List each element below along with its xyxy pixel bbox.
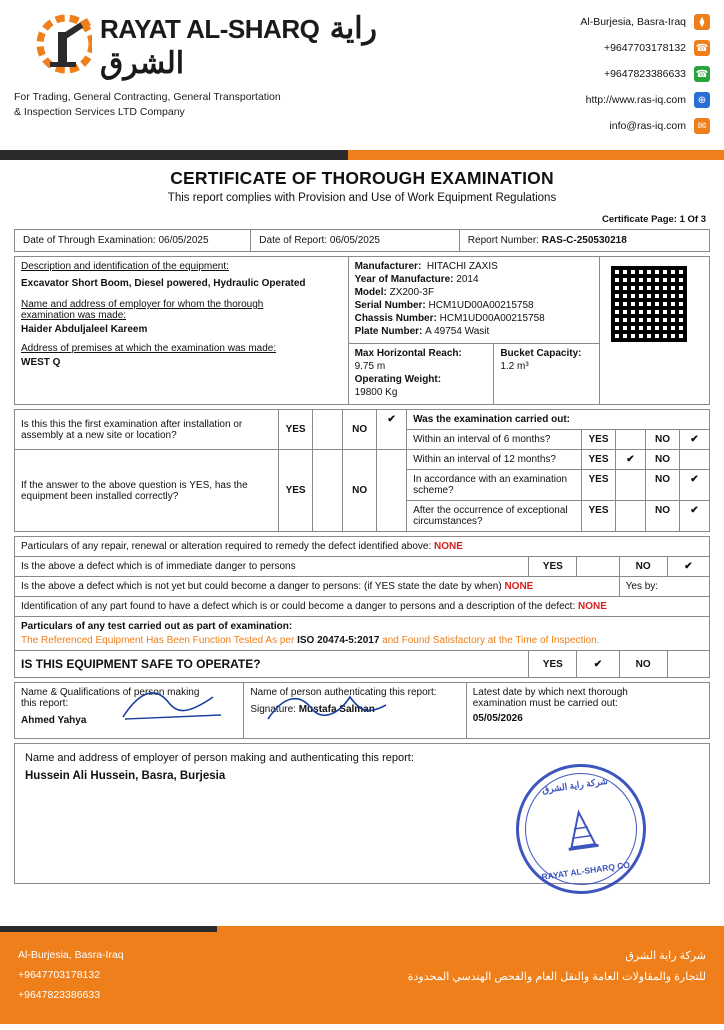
maker-label-1: Name & Qualifications of person making: [21, 687, 200, 698]
employer-block-label: Name and address of employer of person making and authenticating this report:: [25, 752, 414, 764]
c2-yes-label: YES: [582, 450, 616, 470]
qr-cell: [600, 257, 710, 405]
q2-no-box[interactable]: [377, 450, 407, 532]
stamp-bottom-text: RAYAT AL-SHARQ CO.: [540, 859, 633, 882]
chassis-label: Chassis Number:: [354, 313, 437, 324]
immediate-yes-box[interactable]: [577, 557, 619, 577]
q1-yes-label: YES: [279, 410, 313, 450]
plate-value: A 49754 Wasit: [425, 326, 490, 337]
dates-table: [14, 229, 710, 252]
table-row: [15, 577, 710, 597]
c2-yes-box[interactable]: ✔: [616, 450, 646, 470]
auth-sig-label: Signature:: [250, 704, 296, 715]
yes-by-cell[interactable]: Yes by:: [619, 577, 709, 597]
next-label-1: Latest date by which next thorough: [472, 687, 628, 698]
question-2-label: If the answer to the above question is YES, has the equipment been installed correctly?: [15, 450, 279, 532]
weight-label: Operating Weight:: [354, 374, 442, 385]
date-report-cell: [251, 230, 460, 252]
particulars-repair-value: NONE: [434, 541, 463, 552]
maker-signature-mark: [117, 685, 237, 725]
employer-label-1: Name and address of employer for whom the thorough: [21, 299, 264, 310]
manufacturer-row: [355, 261, 593, 272]
c1-yes-label: YES: [582, 430, 616, 450]
c3-yes-label: YES: [582, 470, 616, 501]
c3-no-label: NO: [646, 470, 680, 501]
report-number-cell: [459, 230, 709, 252]
footer-phone-2: +9647823386633: [18, 988, 101, 1001]
chassis-value: HCM1UD00A00215758: [439, 313, 545, 324]
table-row: [15, 597, 710, 617]
date-exam-label: Date of Through Examination:: [23, 235, 156, 246]
carried-out-header: Was the examination carried out:: [407, 410, 710, 430]
weight-value: 19800 Kg: [354, 387, 398, 398]
qr-code: [606, 261, 692, 347]
immediate-danger-label: Is the above a defect which is of immediate danger to persons: [15, 557, 529, 577]
q2-no-label: NO: [343, 450, 377, 532]
future-danger-label: Is the above a defect which is not yet but could become a danger to persons: (if YES state the date by when): [21, 581, 502, 592]
immediate-yes-label: YES: [529, 557, 577, 577]
c4-yes-box[interactable]: [616, 501, 646, 532]
equipment-specs-cell-2: [348, 344, 599, 405]
identification-value: NONE: [578, 601, 607, 612]
contact-email[interactable]: [404, 118, 710, 134]
tagline-line-1: For Trading, General Contracting, General Transportation: [14, 91, 281, 103]
c4-yes-label: YES: [582, 501, 616, 532]
bucket-label: Bucket Capacity:: [500, 348, 582, 359]
employer-value: Haider Abduljaleel Kareem: [21, 324, 148, 335]
carried-6-months-label: Within an interval of 6 months?: [407, 430, 582, 450]
contact-website[interactable]: [404, 92, 710, 108]
q1-yes-box[interactable]: [313, 410, 343, 450]
header-divider-bar: [0, 150, 724, 160]
report-number-value: RAS-C-250530218: [541, 235, 627, 246]
serial-row: [355, 300, 593, 311]
contact-email-text: info@ras-iq.com: [609, 120, 686, 132]
reach-label: Max Horizontal Reach:: [354, 348, 462, 359]
identification-row: [15, 597, 710, 617]
company-tagline: [14, 90, 404, 120]
c1-no-label: NO: [646, 430, 680, 450]
chassis-row: [355, 313, 593, 324]
maker-label-2: this report:: [21, 698, 69, 709]
equipment-left-cell: [15, 257, 349, 405]
mail-icon: ✉: [694, 118, 710, 134]
logo-text-en: RAYAT AL-SHARQ: [100, 14, 320, 44]
certificate-page-label: Certificate Page: 1 Of 3: [601, 214, 706, 225]
page-header: [0, 0, 724, 150]
footer-address: Al-Burjesia, Basra-Iraq: [18, 949, 124, 961]
next-exam-cell: [466, 683, 709, 739]
footer-phone-1: +9647703178132: [18, 968, 101, 981]
company-logo-icon: [14, 10, 92, 82]
contact-phone-1-text: +9647703178132: [603, 42, 686, 54]
model-value: ZX200-3F: [389, 287, 435, 298]
question-1-label: Is this this the first examination after installation or assembly at a new site or location?: [15, 410, 279, 450]
divider-orange: [348, 150, 724, 160]
year-label: Year of Manufacture:: [354, 274, 454, 285]
description-value: Excavator Short Boom, Diesel powered, Hydraulic Operated: [21, 278, 306, 289]
date-report-label: Date of Report:: [259, 235, 328, 246]
q1-no-box[interactable]: ✔: [377, 410, 407, 450]
identification-label: Identification of any part found to have a defect which is or could become a danger to persons and a description of the defect:: [21, 601, 576, 612]
table-row: [15, 257, 710, 344]
equipment-table: [14, 256, 710, 405]
table-row: [15, 450, 710, 470]
test-line-a: The Referenced Equipment Has Been Function Tested As per: [21, 635, 295, 646]
c3-no-box[interactable]: ✔: [680, 470, 710, 501]
q2-yes-label: YES: [279, 450, 313, 532]
manufacturer-label: Manufacturer:: [354, 261, 422, 272]
description-label: Description and identification of the equipment:: [21, 261, 229, 272]
page-subtitle: This report complies with Provision and Use of Work Equipment Regulations: [167, 192, 557, 204]
year-value: 2014: [456, 274, 479, 285]
footer-right: [124, 946, 706, 1016]
test-particulars-label: Particulars of any test carried out as part of examination:: [21, 621, 293, 632]
exceptional-circumstances-label: After the occurrence of exceptional circumstances?: [407, 501, 582, 532]
next-label-2: examination must be carried out:: [472, 698, 618, 709]
stamp-top-text: شركة راية الشرق: [541, 775, 609, 795]
table-row: [349, 344, 599, 404]
whatsapp-icon: ☎: [694, 66, 710, 82]
contact-phone-1[interactable]: [404, 40, 710, 56]
contact-column: [404, 10, 710, 144]
table-row: [15, 230, 710, 252]
test-standard: ISO 20474-5:2017: [297, 635, 380, 646]
table-row: [15, 557, 710, 577]
footer-left: [18, 946, 124, 1016]
model-label: Model:: [354, 287, 387, 298]
premises-label: Address of premises at which the examination was made:: [21, 343, 277, 354]
carried-12-months-label: Within an interval of 12 months?: [407, 450, 582, 470]
phone-icon: ☎: [694, 40, 710, 56]
table-row: [15, 683, 710, 739]
authenticator-signature-mark: [264, 689, 394, 727]
safe-yes-box[interactable]: ✔: [577, 651, 619, 678]
exam-scheme-label: In accordance with an examination scheme?: [407, 470, 582, 501]
contact-website-text: http://www.ras-iq.com: [585, 94, 686, 106]
premises-value: WEST Q: [21, 357, 61, 368]
footer-company-ar: شركة راية الشرق: [625, 950, 706, 962]
auth-label: Name of person authenticating this report:: [250, 687, 437, 698]
c4-no-label: NO: [646, 501, 680, 532]
plate-row: [355, 326, 593, 337]
q2-yes-box[interactable]: [313, 450, 343, 532]
stamp-derrick-icon: [524, 801, 640, 866]
contact-address-text: Al-Burjesia, Basra-Iraq: [580, 16, 686, 28]
test-particulars-value: [21, 635, 703, 646]
divider-dark: [0, 150, 348, 160]
defects-table: [14, 536, 710, 678]
next-value: 05/05/2026: [472, 713, 523, 724]
test-particulars-row: [15, 617, 710, 651]
date-exam-value: 06/05/2025: [158, 235, 209, 246]
page-footer: [0, 926, 724, 1024]
serial-label: Serial Number:: [354, 300, 426, 311]
reach-weight-cell: [349, 344, 494, 404]
particulars-repair-row: [15, 537, 710, 557]
title-block: [0, 160, 724, 206]
bucket-value: 1.2 m³: [500, 361, 529, 372]
serial-value: HCM1UD00A00215758: [428, 300, 534, 311]
maker-value: Ahmed Yahya: [21, 715, 87, 726]
equipment-specs-cell: [348, 257, 599, 344]
year-row: [355, 274, 593, 285]
logo-text-ar: راية الشرق: [100, 12, 378, 80]
model-row: [355, 287, 593, 298]
footer-tagline-ar: للتجارة والمقاولات العامة والنقل العام والفحص الهندسي المحدودة: [407, 970, 706, 983]
immediate-no-box[interactable]: ✔: [667, 557, 709, 577]
table-row: [15, 410, 710, 430]
contact-phone-2-text: +9647823386633: [603, 68, 686, 80]
c4-no-box[interactable]: ✔: [680, 501, 710, 532]
table-row: [15, 651, 710, 678]
particulars-repair-label: Particulars of any repair, renewal or alteration required to remedy the defect identified above:: [21, 541, 432, 552]
table-row: [15, 537, 710, 557]
table-row: [15, 617, 710, 651]
safe-to-operate-label: IS THIS EQUIPMENT SAFE TO OPERATE?: [15, 651, 529, 678]
page-title: CERTIFICATE OF THOROUGH EXAMINATION: [170, 168, 554, 188]
test-line-b: and Found Satisfactory at the Time of Inspection.: [382, 635, 600, 646]
maker-cell: [15, 683, 244, 739]
authenticator-cell: [244, 683, 466, 739]
report-number-label: Report Number:: [467, 235, 539, 246]
future-danger-value: NONE: [504, 581, 534, 592]
auth-value: Mustafa Salman: [298, 704, 375, 715]
manufacturer-value: HITACHI ZAXIS: [426, 261, 498, 272]
c2-no-label: NO: [646, 450, 680, 470]
safe-no-box[interactable]: [667, 651, 709, 678]
q1-no-label: NO: [343, 410, 377, 450]
plate-label: Plate Number:: [354, 326, 423, 337]
location-pin-icon: ⧫: [694, 14, 710, 30]
safe-no-label: NO: [619, 651, 667, 678]
date-report-value: 06/05/2025: [329, 235, 380, 246]
bucket-cell: [494, 344, 599, 404]
employer-label-2: examination was made:: [21, 310, 127, 321]
c1-no-box[interactable]: ✔: [680, 430, 710, 450]
employer-block-value: Hussein Ali Hussein, Basra, Burjesia: [25, 770, 226, 782]
logo-column: [14, 10, 404, 144]
signatures-table: [14, 682, 710, 739]
questions-table: [14, 409, 710, 532]
date-exam-cell: [15, 230, 251, 252]
c3-yes-box[interactable]: [616, 470, 646, 501]
contact-phone-2[interactable]: [404, 66, 710, 82]
c1-yes-box[interactable]: [616, 430, 646, 450]
safe-yes-label: YES: [529, 651, 577, 678]
contact-address: [404, 14, 710, 30]
future-danger-cell: [15, 577, 620, 597]
tagline-line-2: & Inspection Services LTD Company: [14, 106, 185, 119]
reach-value: 9.75 m: [354, 361, 386, 372]
immediate-no-label: NO: [619, 557, 667, 577]
globe-icon: ⊕: [694, 92, 710, 108]
c2-no-box[interactable]: [680, 450, 710, 470]
